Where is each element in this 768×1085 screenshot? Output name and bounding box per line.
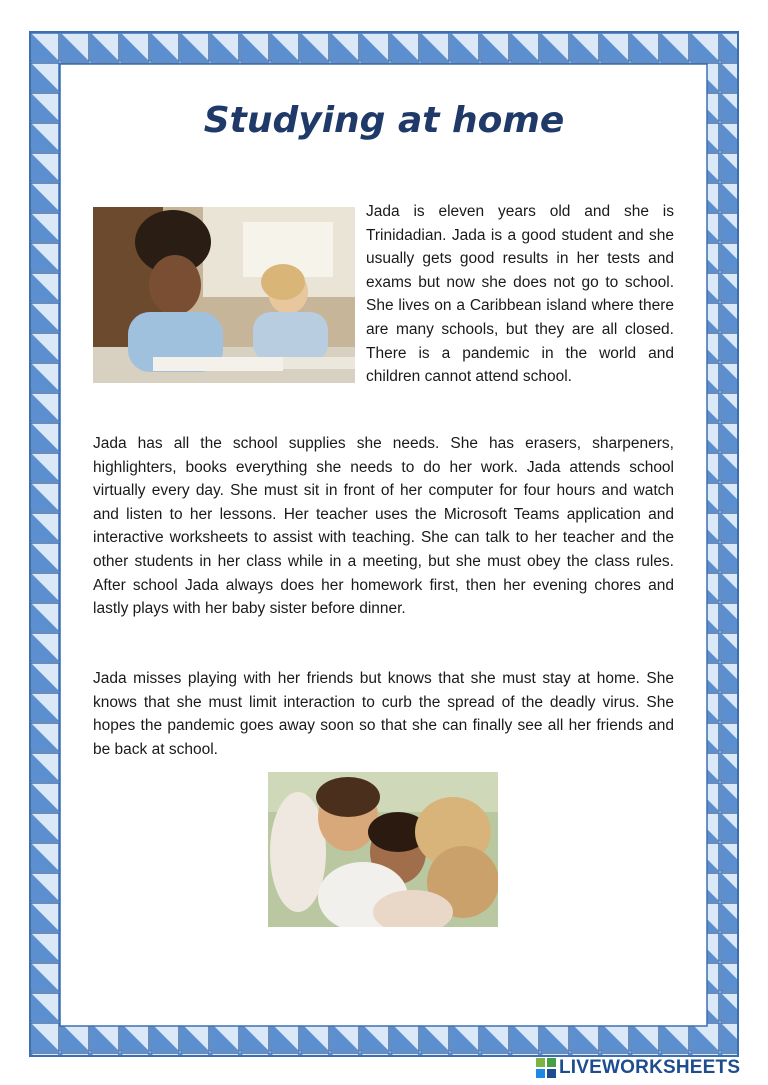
paragraph-intro: Jada is eleven years old and she is Trinidadian. Jada is a good student and she usually gets good results in her tests and exams but now she does not go to school. She lives on a Caribbean island where there are many schools, but they are all closed. There is a pandemic in the world and children cannot attend school. bbox=[366, 203, 674, 386]
liveworksheets-logo bbox=[536, 1056, 740, 1080]
worksheet-title: Studying at home bbox=[203, 100, 565, 141]
girls-huddle-photo bbox=[268, 772, 498, 927]
liveworksheets-logo-icon bbox=[536, 1058, 556, 1078]
girl-reading-photo bbox=[93, 207, 355, 383]
paragraph-school-supplies: Jada has all the school supplies she needs. She has erasers, sharpeners, highlighters, books everything she needs to do her work. Jada attends school virtually every day. She must sit in front of her computer for four hours and watch and listen to her lessons. Her teacher uses the Microsoft Teams application and interactive worksheets to assist with teaching. She can talk to her teacher and the other students in her class while in a meeting, but she must obey the class rules. After school Jada always does her homework first, then her evening chores and lastly plays with her baby sister before dinner. bbox=[93, 435, 674, 618]
liveworksheets-logo-text: LIVEWORKSHEETS bbox=[559, 1057, 741, 1078]
paragraph-missing-friends: Jada misses playing with her friends but knows that she must stay at home. She knows that she must limit interaction to curb the spread of the deadly virus. She hopes the pandemic goes away soon so that she can finally see all her friends and be back at school. bbox=[93, 670, 674, 758]
